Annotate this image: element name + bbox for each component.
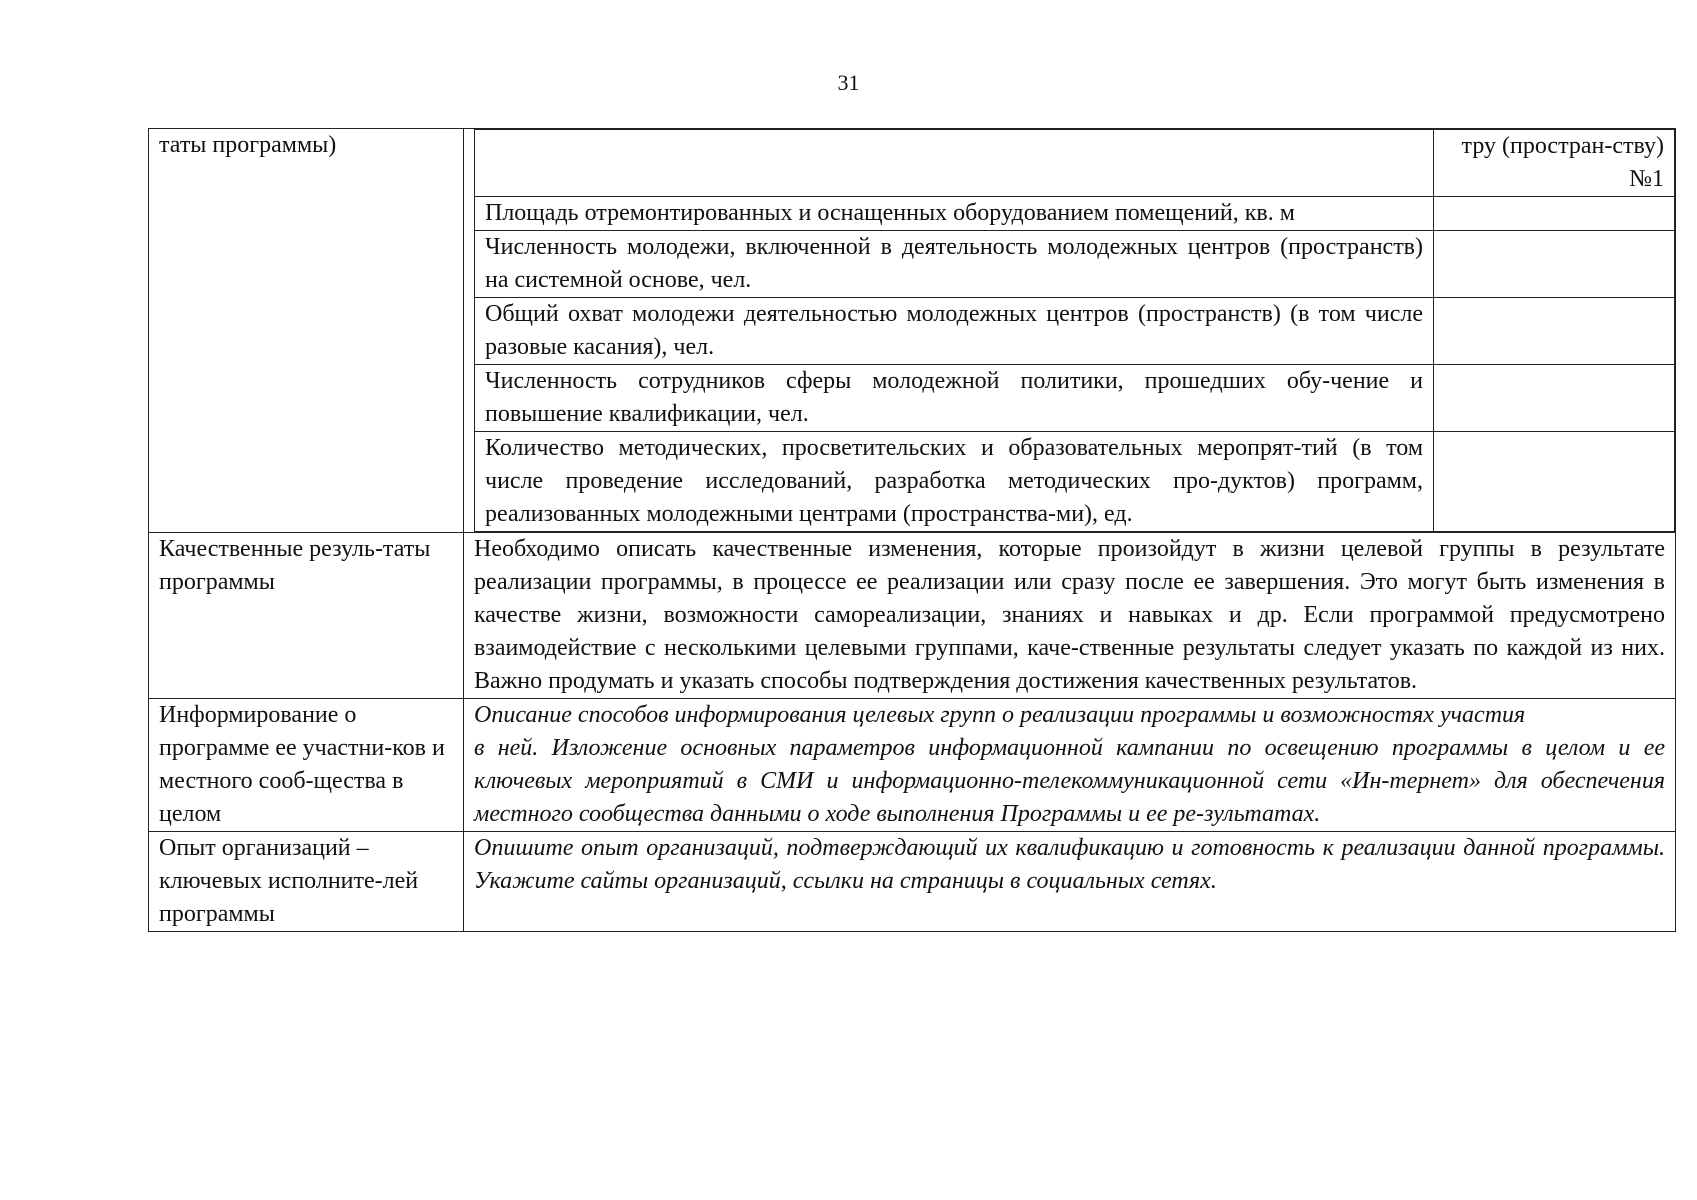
table-row [475,365,1675,432]
indicator-value [1434,365,1675,432]
table-row [149,832,1676,932]
row-label-informing: Информирование о программе ее участни-ков и местного сооб-щества в целом [149,699,464,832]
row-label-experience: Опыт организаций – ключевых исполните-лей программы [149,832,464,932]
table-row [475,197,1675,231]
indicator-name: Общий охват молодежи деятельностью молодежных центров (пространств) (в том числе разовые касания), чел. [475,298,1434,365]
indicator-value [1434,298,1675,365]
table-row [475,231,1675,298]
informing-description [464,699,1676,832]
indicators-cell [464,129,1676,533]
indicator-value [1434,231,1675,298]
qualitative-description: Необходимо описать качественные изменения, которые произойдут в жизни целевой группы в результате реализации программы, в процессе ее реализации или сразу после ее завершения. Это могут быть изменения в качестве жизни, возможности самореализации, знаниях и навыках и др. Если программой предусмотрено взаимодействие с несколькими целевыми группами, каче-ственные результаты следует указать по каждой из них. Важно продумать и указать способы подтверждения достижения качественных результатов. [464,533,1676,699]
indicator-value [1434,432,1675,532]
table-row [475,298,1675,365]
indicator-name: Численность сотрудников сферы молодежной политики, прошедших обу-чение и повышение квалификации, чел. [475,365,1434,432]
row-label-quantitative: таты программы) [149,129,464,533]
informing-text-line-1: Описание способов информирования целевых групп о реализации программы и возможностях участия [474,702,1526,728]
indicator-name: Численность молодежи, включенной в деятельность молодежных центров (пространств) на системной основе, чел. [475,231,1434,298]
indicators-table [474,129,1675,532]
experience-description: Опишите опыт организаций, подтверждающий их квалификацию и готовность к реализации данной программы. Укажите сайты организаций, ссылки на страницы в социальных сетях. [464,832,1676,932]
table-row [149,129,1676,533]
indicator-value [1434,197,1675,231]
page-number: 31 [837,70,860,95]
indicator-name: Количество методических, просветительских и образовательных меропрят-тий (в том числе проведение исследований, разработка методических про-дуктов) программ, реализованных молодежными центрами (пространства-ми), ед. [475,432,1434,532]
table-row [475,130,1675,197]
row-label-qualitative: Качественные резуль-таты программы [149,533,464,699]
informing-text-line-2: в ней. Изложение основных параметров информационной кампании по освещению программы в целом и ее ключевых мероприятий в СМИ и информационно-телекоммуникационной сети «Ин-тернет» для обеспечения местного сообщества данными о ходе выполнения Программы и ее ре-зультатах. [474,735,1665,827]
table-row [149,699,1676,832]
value-header: тру (простран-ству) №1 [1434,130,1675,197]
indicator-name: Площадь отремонтированных и оснащенных оборудованием помещений, кв. м [475,197,1434,231]
indicator-header [475,130,1434,197]
table-row [475,432,1675,532]
table-row [149,533,1676,699]
program-table [148,128,1676,932]
